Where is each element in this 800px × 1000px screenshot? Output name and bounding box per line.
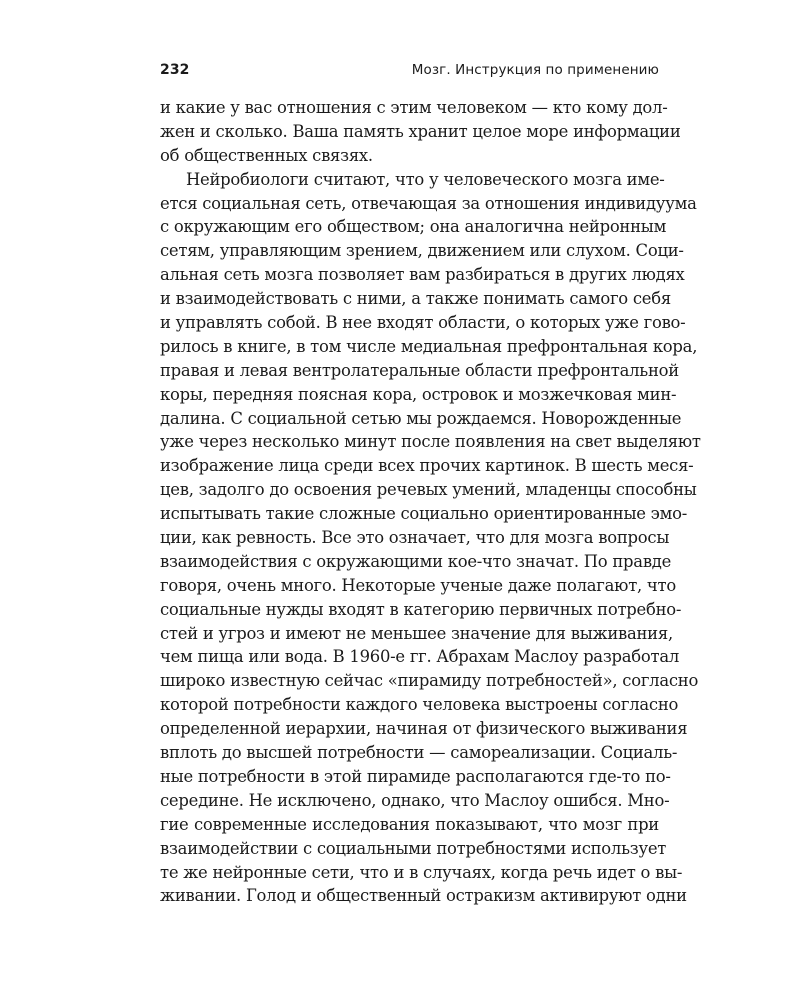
page-number: 232 [160,62,190,78]
text-line: и управлять собой. В нее входят области, о которых уже гово- [160,313,686,333]
running-header [160,58,659,82]
text-line: которой потребности каждого человека выстроены согласно [160,695,679,715]
text-line: широко известную сейчас «пирамиду потребностей», согласно [160,671,699,691]
book-title: Мозг. Инструкция по применению [411,62,659,78]
text-line: говоря, очень много. Некоторые ученые даже полагают, что [160,575,676,595]
text-line: живании. Голод и общественный остракизм активируют одни [160,886,687,906]
text-line: далина. С социальной сетью мы рождаемся. Новорожденные [160,408,682,428]
text-body [160,96,701,908]
text-line: цев, задолго до освоения речевых умений, младенцы способны [160,480,697,500]
text-line: сетям, управляющим зрением, движением или слухом. Соци- [160,241,684,261]
text-line: об общественных связях. [160,145,373,165]
paragraph-first-line: Нейробиологи считают, что у человеческого мозга име- [186,169,665,189]
text-line: взаимодействии с социальными потребностями использует [160,838,667,858]
text-line: чем пища или вода. В 1960-е гг. Абрахам Маслоу разработал [160,647,680,667]
text-line: рилось в книге, в том числе медиальная префронтальная кора, [160,336,698,356]
text-line: те же нейронные сети, что и в случаях, когда речь идет о вы- [160,862,683,882]
text-line: и взаимодействовать с ними, а также понимать самого себя [160,289,671,309]
text-line: жен и сколько. Ваша память хранит целое море информации [160,121,681,141]
text-line: ции, как ревность. Все это означает, что для мозга вопросы [160,528,670,548]
text-line: взаимодействия с окружающими кое-что значат. По правде [160,551,672,571]
text-line: определенной иерархии, начиная от физического выживания [160,719,688,739]
text-line: испытывать такие сложные социально ориентированные эмо- [160,504,687,524]
text-line: с окружающим его обществом; она аналогична нейронным [160,217,667,237]
text-line: стей и угроз и имеют не меньшее значение для выживания, [160,623,673,643]
text-line: альная сеть мозга позволяет вам разбираться в других людях [160,265,685,285]
text-line: ется социальная сеть, отвечающая за отношения индивидуума [160,193,697,213]
text-line: ные потребности в этой пирамиде располагаются где-то по- [160,766,671,786]
text-line: коры, передняя поясная кора, островок и мозжечковая мин- [160,384,677,404]
text-line: уже через несколько минут после появления на свет выделяют [160,432,701,452]
text-line: изображение лица среди всех прочих картинок. В шесть меся- [160,456,694,476]
text-line: вплоть до высшей потребности — самореализации. Социаль- [160,743,678,763]
text-line: и какие у вас отношения с этим человеком — кто кому дол- [160,98,668,117]
text-line: гие современные исследования показывают, что мозг при [160,814,659,834]
text-line: середине. Не исключено, однако, что Маслоу ошибся. Мно- [160,790,670,810]
text-line: правая и левая вентролатеральные области префронтальной [160,360,679,380]
text-line: социальные нужды входят в категорию первичных потребно- [160,599,682,619]
